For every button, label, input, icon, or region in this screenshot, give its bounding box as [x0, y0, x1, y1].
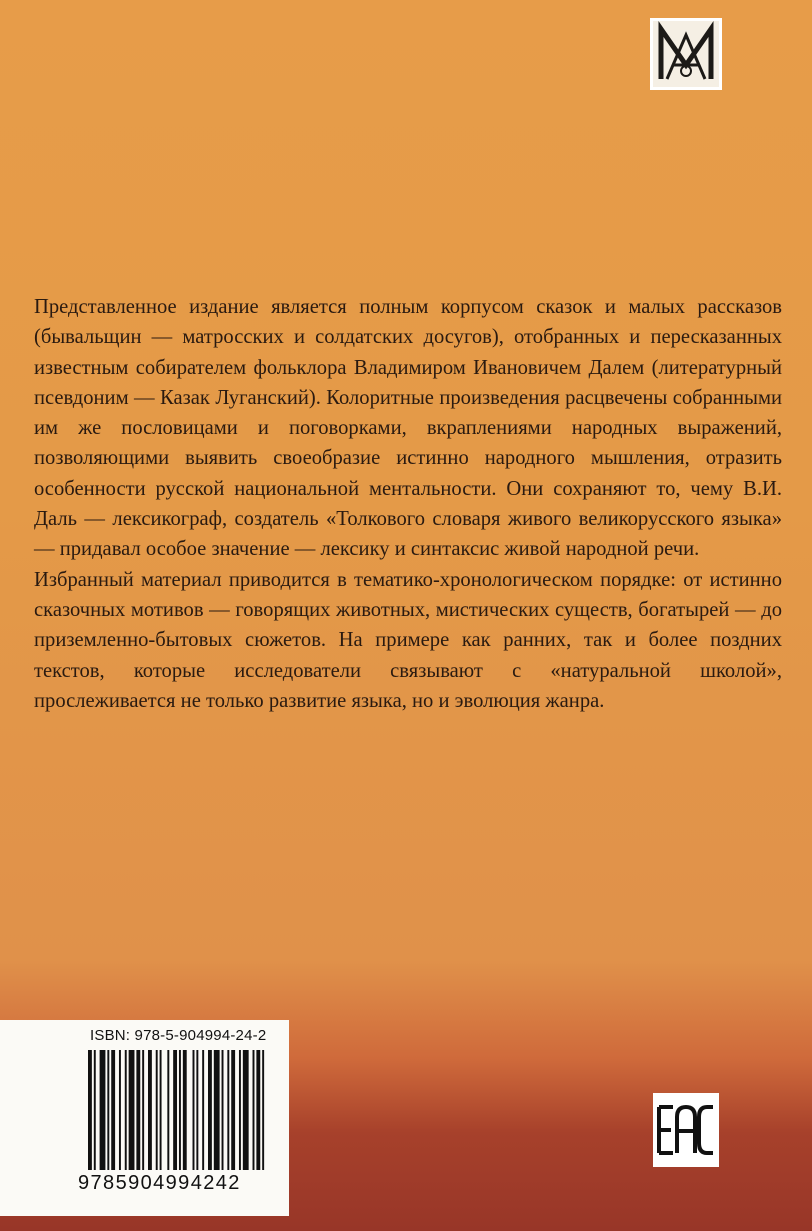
barcode-digits: 9785904994242: [78, 1172, 241, 1194]
isbn-label: ISBN: 978-5-904994-24-2: [90, 1027, 267, 1044]
annotation-paragraph: Избранный материал приводится в тематико-хронологическом порядке: от истинно сказочных мотивов — говорящих животных, мистических существ, богатырей — до приземленно-бытовых сюжетов. На примере как ранних, так и более поздних текстов, которые исследователи связывают с «натуральной школой», прослеживается не только развитие языка, но и эволюция жанра.: [34, 568, 782, 712]
barcode-icon: [88, 1050, 268, 1170]
eac-conformity-mark-icon: [653, 1093, 719, 1167]
annotation-text: [34, 292, 782, 716]
annotation-paragraph: Представленное издание является полным корпусом сказок и малых рассказов (бывальщин — матросских и солдатских досугов), отобранных и пересказанных известным собирателем фольклора Владимиром Ивановичем Далем (литературный псевдоним — Казак Луганский). Колоритные произведения расцвечены собранными им же пословицами и поговорками, вкраплениями народных выражений, позволяющими выявить своеобразие истинно народного мышления, отразить особенности русской национальной ментальности. Они сохраняют то, чему В.И. Даль — лексикограф, создатель «Толкового словаря живого великорусского языка» — придавал особое значение — лексику и синтаксис живой народной речи.: [34, 296, 782, 561]
publisher-monogram-icon: [650, 18, 722, 90]
